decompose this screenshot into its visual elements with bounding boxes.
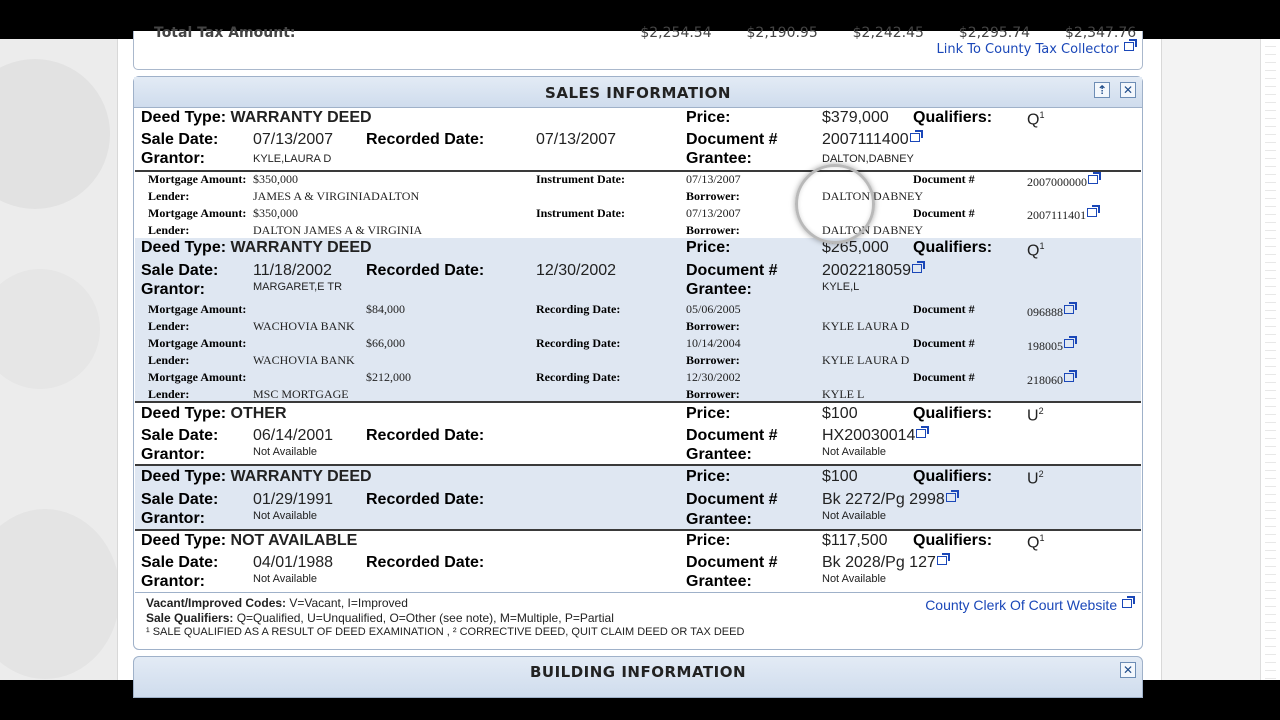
document-link[interactable]: 2002218059	[822, 262, 922, 280]
price-label: Price:	[686, 532, 731, 549]
borrower-value: DALTON DABNEY	[822, 189, 924, 203]
sale-date-label: Sale Date:	[141, 491, 219, 508]
background-decoration	[0, 39, 118, 680]
mortgage-document-label: Document #	[913, 206, 975, 220]
tax-value: $2,254.54	[640, 25, 712, 41]
deed-type-label: Deed Type:	[141, 405, 227, 422]
grantor-value: MARGARET,E TR	[253, 281, 343, 293]
mortgage-document-link[interactable]: 218060	[1027, 373, 1074, 388]
grantor-label: Grantor:	[141, 510, 205, 527]
price-label: Price:	[686, 405, 731, 422]
deed-type-label: Deed Type:	[141, 532, 227, 549]
globe-watermark	[0, 59, 110, 209]
mortgage-document-link[interactable]: 096888	[1027, 305, 1074, 320]
globe-watermark	[0, 269, 100, 389]
grantee-value: Not Available	[822, 510, 887, 522]
deed-type-value: WARRANTY DEED	[230, 468, 372, 485]
instrument-date-label: Instrument Date:	[536, 172, 625, 186]
sales-footer	[146, 596, 1136, 641]
recorded-date-label: Recorded Date:	[366, 131, 485, 148]
mortgage-amount-value: $84,000	[366, 302, 405, 316]
lender-label: Lender:	[148, 387, 190, 401]
mortgage-amount-value: $212,000	[366, 370, 411, 384]
grantor-label: Grantor:	[141, 446, 205, 463]
globe-watermark	[0, 509, 120, 679]
price-value: $100	[822, 468, 858, 485]
recording-date-value: 10/14/2004	[686, 336, 741, 350]
mortgage-document-link[interactable]: 2007000000	[1027, 175, 1098, 190]
deed-type-label: Deed Type:	[141, 239, 227, 256]
deed-type-label: Deed Type:	[141, 468, 227, 485]
qualifier-notes: ¹ SALE QUALIFIED AS A RESULT OF DEED EXAMINATION , ² CORRECTIVE DEED, QUIT CLAIM DEED OR TAX DEED	[146, 626, 745, 638]
mortgage-document-link[interactable]: 2007111401	[1027, 208, 1097, 223]
external-link-icon	[1087, 208, 1097, 217]
external-link-icon	[1064, 305, 1074, 314]
external-link-icon	[912, 264, 922, 273]
mortgage-amount-value: $350,000	[253, 172, 298, 186]
price-value: $117,500	[822, 532, 888, 549]
mortgage-group	[135, 300, 1141, 403]
borrower-label: Borrower:	[686, 353, 740, 367]
qualifiers-label: Qualifiers:	[913, 239, 993, 256]
sale-date-value: 04/01/1988	[253, 554, 334, 571]
borrower-value: KYLE L	[822, 387, 865, 401]
external-link-icon	[910, 133, 920, 142]
lender-value: DALTON JAMES A & VIRGINIA	[253, 223, 423, 237]
deed-type-value: OTHER	[230, 405, 287, 422]
total-tax-label: Total Tax Amount:	[154, 25, 296, 41]
qualifiers-label: Qualifiers:	[913, 109, 993, 126]
mortgage-amount-label: Mortgage Amount:	[148, 370, 247, 384]
tax-collector-link[interactable]: Link To County Tax Collector	[936, 42, 1134, 57]
deed-type-value: NOT AVAILABLE	[230, 532, 358, 549]
grantee-value: Not Available	[822, 446, 887, 458]
qualifier-value: $U^2$	[1027, 469, 1044, 488]
qualifier-value: $U^2$	[1027, 406, 1044, 425]
lender-value: MSC MORTGAGE	[253, 387, 349, 401]
borrower-label: Borrower:	[686, 387, 740, 401]
price-value: $379,000	[822, 109, 889, 126]
mortgage-amount-label: Mortgage Amount:	[148, 206, 247, 220]
recording-date-label: Recording Date:	[536, 370, 621, 384]
external-link-icon	[1088, 175, 1098, 184]
recording-date-value: 12/30/2002	[686, 370, 741, 384]
grantor-value: Not Available	[253, 446, 318, 458]
grantee-label: Grantee:	[686, 150, 752, 167]
qualifiers-label: Qualifiers:	[913, 468, 993, 485]
grantor-value: Not Available	[253, 573, 318, 585]
panel-header	[134, 77, 1142, 108]
qualifiers-label: Qualifiers:	[913, 532, 993, 549]
recorded-date-value: 07/13/2007	[536, 131, 617, 148]
mortgage-document-label: Document #	[913, 336, 975, 350]
document-link[interactable]: Bk 2028/Pg 127	[822, 554, 947, 572]
price-value: $265,000	[822, 239, 889, 256]
mortgage-group	[135, 170, 1141, 240]
grantee-value: KYLE,L	[822, 281, 860, 293]
external-link-icon	[937, 556, 947, 565]
recording-date-value: 05/06/2005	[686, 302, 741, 316]
recorded-date-label: Recorded Date:	[366, 427, 485, 444]
sale-date-label: Sale Date:	[141, 131, 219, 148]
grantor-label: Grantor:	[141, 150, 205, 167]
borrower-label: Borrower:	[686, 319, 740, 333]
lender-label: Lender:	[148, 223, 190, 237]
borrower-label: Borrower:	[686, 189, 740, 203]
sale-date-value: 07/13/2007	[253, 131, 334, 148]
deed-type-value: WARRANTY DEED	[230, 109, 372, 126]
lender-label: Lender:	[148, 353, 190, 367]
sale-record	[135, 108, 1141, 172]
document-label: Document #	[686, 427, 778, 444]
sale-date-value: 01/29/1991	[253, 491, 334, 508]
lender-value: WACHOVIA BANK	[253, 353, 355, 367]
deed-type-label: Deed Type:	[141, 109, 227, 126]
right-scrollbar[interactable]	[1260, 39, 1280, 680]
borrower-label: Borrower:	[686, 223, 740, 237]
qualifier-value: $Q^1$	[1027, 533, 1045, 552]
document-label: Document #	[686, 131, 778, 148]
sale-record	[135, 238, 1141, 302]
mortgage-amount-label: Mortgage Amount:	[148, 172, 247, 186]
collapse-up-icon[interactable]: ⇡	[1094, 82, 1110, 98]
grantor-label: Grantor:	[141, 281, 205, 298]
mortgage-amount-label: Mortgage Amount:	[148, 302, 247, 316]
sale-date-label: Sale Date:	[141, 554, 219, 571]
document-label: Document #	[686, 554, 778, 571]
lender-label: Lender:	[148, 319, 190, 333]
panel-title: SALES INFORMATION	[545, 84, 731, 102]
recording-date-label: Recording Date:	[536, 302, 621, 316]
sale-date-value: 06/14/2001	[253, 427, 334, 444]
borrower-value: KYLE LAURA D	[822, 353, 910, 367]
mortgage-document-label: Document #	[913, 302, 975, 316]
external-link-icon	[946, 493, 956, 502]
mortgage-amount-value: $350,000	[253, 206, 298, 220]
clerk-of-court-link[interactable]: County Clerk Of Court Website	[925, 597, 1132, 613]
price-value: $100	[822, 405, 858, 422]
panel-title: BUILDING INFORMATION	[529, 663, 747, 681]
price-label: Price:	[686, 109, 731, 126]
sale-record	[135, 530, 1141, 593]
mortgage-document-label: Document #	[913, 370, 975, 384]
document-link[interactable]: HX20030014	[822, 427, 926, 445]
external-link-icon	[1064, 373, 1074, 382]
qualifier-value: $Q^1$	[1027, 110, 1045, 129]
total-tax-row	[154, 25, 1136, 41]
grantor-label: Grantor:	[141, 573, 205, 590]
mortgage-amount-label: Mortgage Amount:	[148, 336, 247, 350]
deed-type-value: WARRANTY DEED	[230, 239, 372, 256]
tax-panel	[133, 25, 1143, 70]
external-link-icon	[916, 429, 926, 438]
property-page	[117, 25, 1162, 681]
sale-record	[135, 403, 1141, 466]
external-link-icon	[1064, 339, 1074, 348]
tax-value: $2,242.45	[852, 25, 924, 41]
sale-qualifier-codes: Sale Qualifiers: Q=Qualified, U=Unqualified, O=Other (see note), M=Multiple, P=Partial	[146, 611, 614, 625]
sale-record	[135, 466, 1141, 531]
tax-value: $2,190.95	[746, 25, 818, 41]
recorded-date-label: Recorded Date:	[366, 491, 485, 508]
tax-value: $2,347.76	[1064, 25, 1137, 41]
instrument-date-label: Instrument Date:	[536, 206, 625, 220]
external-link-icon	[1124, 42, 1134, 51]
mortgage-document-label: Document #	[913, 172, 975, 186]
grantor-value: KYLE,LAURA D	[253, 153, 332, 165]
borrower-value: DALTON DABNEY	[822, 223, 924, 237]
document-label: Document #	[686, 491, 778, 508]
borrower-value: KYLE LAURA D	[822, 319, 910, 333]
qualifier-value: $Q^1$	[1027, 241, 1045, 260]
sale-date-value: 11/18/2002	[253, 262, 332, 279]
external-link-icon	[1122, 599, 1132, 608]
grantee-value: DALTON,DABNEY	[822, 153, 914, 165]
screen	[0, 25, 1280, 681]
lender-value: JAMES A & VIRGINIADALTON	[253, 189, 420, 203]
price-label: Price:	[686, 239, 731, 256]
grantor-value: Not Available	[253, 510, 318, 522]
recorded-date-value: 12/30/2002	[536, 262, 617, 279]
grantee-label: Grantee:	[686, 511, 752, 528]
lender-label: Lender:	[148, 189, 190, 203]
recorded-date-label: Recorded Date:	[366, 262, 485, 279]
recording-date-label: Recording Date:	[536, 336, 621, 350]
grantee-label: Grantee:	[686, 573, 752, 590]
grantee-label: Grantee:	[686, 446, 752, 463]
price-label: Price:	[686, 468, 731, 485]
document-label: Document #	[686, 262, 778, 279]
grantee-label: Grantee:	[686, 281, 752, 298]
sale-date-label: Sale Date:	[141, 427, 219, 444]
sale-date-label: Sale Date:	[141, 262, 219, 279]
instrument-date-value: 07/13/2007	[686, 172, 741, 186]
instrument-date-value: 07/13/2007	[686, 206, 741, 220]
mortgage-amount-value: $66,000	[366, 336, 405, 350]
grantee-value: Not Available	[822, 573, 887, 585]
close-icon[interactable]: ✕	[1120, 662, 1136, 678]
sales-information-panel	[133, 76, 1143, 650]
tax-value: $2,295.74	[958, 25, 1031, 41]
document-link[interactable]: Bk 2272/Pg 2998	[822, 491, 956, 509]
qualifiers-label: Qualifiers:	[913, 405, 993, 422]
close-icon[interactable]: ✕	[1120, 82, 1136, 98]
vacant-codes: Vacant/Improved Codes: V=Vacant, I=Improved	[146, 596, 408, 610]
recorded-date-label: Recorded Date:	[366, 554, 485, 571]
document-link[interactable]: 2007111400	[822, 131, 920, 149]
lender-value: WACHOVIA BANK	[253, 319, 355, 333]
mortgage-document-link[interactable]: 198005	[1027, 339, 1074, 354]
building-information-panel	[133, 656, 1143, 698]
